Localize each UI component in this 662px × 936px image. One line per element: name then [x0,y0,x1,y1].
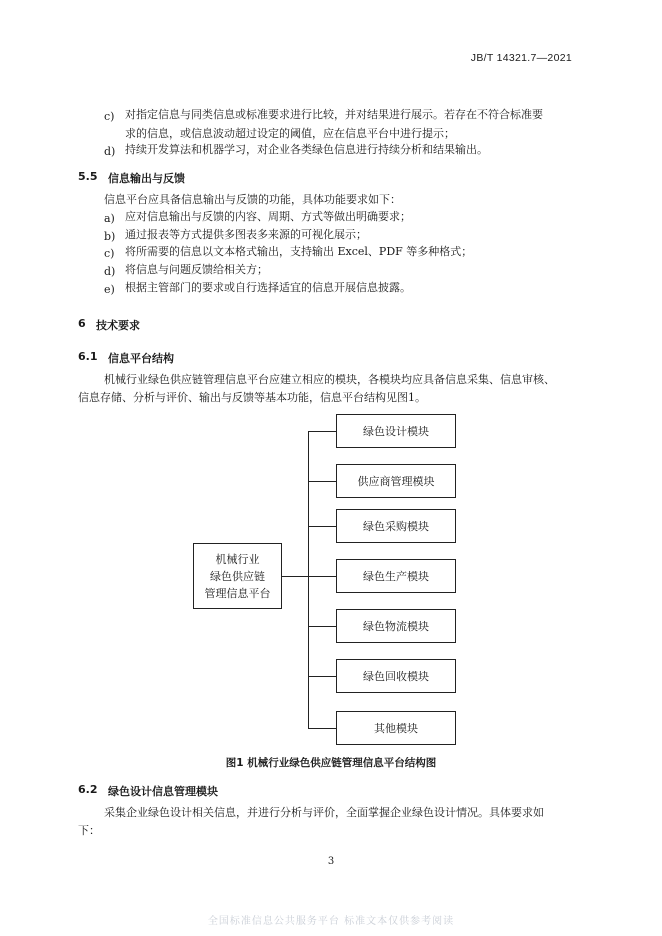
list-item-text: 对指定信息与同类信息或标准要求进行比较，并对结果进行展示。若存在不符合标准要 [125,108,543,121]
section-number: 5.5 [78,170,98,183]
section-number: 6.1 [78,350,98,363]
branch-line [308,676,336,677]
diagram-module-box: 绿色物流模块 [336,609,456,643]
list-item-text: 持续开发算法和机器学习，对企业各类绿色信息进行持续分析和结果输出。 [125,143,488,156]
diagram-module-box: 绿色回收模块 [336,659,456,693]
paragraph-line: 采集企业绿色设计相关信息，并进行分析与评价，全面掌握企业绿色设计情况。具体要求如 [104,806,544,819]
branch-line [308,526,336,527]
branch-line [308,626,336,627]
list-label: c) [104,247,115,260]
section-title: 绿色设计信息管理模块 [108,785,218,798]
list-label: d) [104,145,116,158]
paragraph-line: 机械行业绿色供应链管理信息平台应建立相应的模块，各模块均应具备信息采集、信息审核、 [104,373,555,386]
diagram-module-box: 绿色生产模块 [336,559,456,593]
list-item-text: 应对信息输出与反馈的内容、周期、方式等做出明确要求； [125,210,411,223]
figure-caption: 图1 机械行业绿色供应链管理信息平台结构图 [225,757,437,769]
diagram-module-box: 供应商管理模块 [336,464,456,498]
trunk-line [308,431,309,728]
list-label: e) [104,283,115,296]
list-item-text: 通过报表等方式提供多图表多来源的可视化展示； [125,228,367,241]
paragraph-line: 信息存储、分析与评价、输出与反馈等基本功能，信息平台结构见图1。 [78,391,426,404]
diagram-module-box: 绿色设计模块 [336,414,456,448]
section-number: 6.2 [78,783,98,796]
section-title: 信息平台结构 [108,352,174,365]
list-label: a) [104,212,115,225]
list-item-text: 根据主管部门的要求或自行选择适宜的信息开展信息披露。 [125,281,411,294]
list-label: c) [104,110,115,123]
branch-line [308,576,336,577]
paragraph-line: 下： [78,824,100,837]
list-item-text: 将所需要的信息以文本格式输出，支持输出 Excel、PDF 等多种格式； [125,245,473,258]
diagram-root-line: 绿色供应链 [210,569,265,583]
section-title: 技术要求 [96,319,140,332]
watermark: 全国标准信息公共服务平台 标准文本仅供参考阅读 [207,916,455,927]
connector-line [282,576,309,577]
list-label: b) [104,230,116,243]
list-item-text: 求的信息，或信息波动超过设定的阈值，应在信息平台中进行提示； [125,127,455,140]
section-title: 信息输出与反馈 [108,172,185,185]
branch-line [308,481,336,482]
section-number: 6 [78,317,86,330]
diagram-root-box [193,543,282,609]
diagram-root-line: 机械行业 [215,552,260,566]
list-label: d) [104,265,116,278]
standard-number: JB/T 14321.7—2021 [470,52,572,64]
diagram-module-box: 其他模块 [336,711,456,745]
paragraph: 信息平台应具备信息输出与反馈的功能，具体功能要求如下： [104,193,401,206]
list-item-text: 将信息与问题反馈给相关方； [125,263,268,276]
diagram-module-box: 绿色采购模块 [336,509,456,543]
diagram-root-line: 管理信息平台 [204,586,271,600]
branch-line [308,728,336,729]
branch-line [308,431,336,432]
page-number: 3 [327,856,335,867]
